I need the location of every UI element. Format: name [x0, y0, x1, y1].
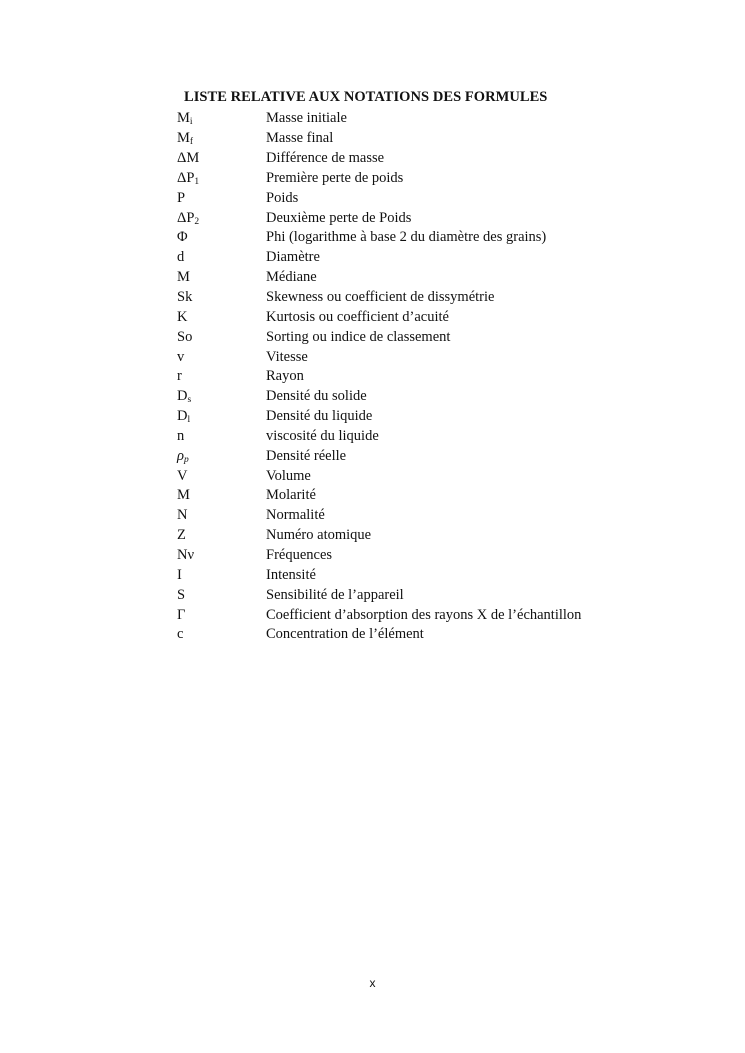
notation-symbol — [177, 567, 266, 584]
notation-symbol-main: n — [177, 427, 185, 444]
notation-row — [177, 248, 657, 268]
notation-symbol-main: Φ — [177, 229, 188, 246]
notation-description: Skewness ou coefficient de dissymétrie — [266, 289, 495, 306]
notation-row — [177, 307, 657, 327]
notation-description: Normalité — [266, 507, 325, 524]
notation-symbol — [177, 626, 266, 643]
notation-symbol — [177, 329, 266, 346]
notation-symbol — [177, 150, 266, 167]
notation-symbol-main: ΔP — [177, 169, 195, 186]
notation-symbol-main: d — [177, 249, 185, 266]
notation-symbol — [177, 249, 266, 266]
page-title: LISTE RELATIVE AUX NOTATIONS DES FORMULES — [184, 89, 548, 105]
notation-symbol-subscript: 1 — [194, 176, 200, 187]
notation-description: Fréquences — [266, 546, 333, 563]
notation-description: Vitesse — [266, 348, 308, 365]
notation-description: Concentration de l’élément — [266, 626, 424, 643]
notation-symbol — [177, 607, 266, 624]
notation-description: Diamètre — [266, 249, 320, 266]
notation-row — [177, 149, 657, 169]
notation-symbol — [177, 170, 266, 187]
notation-symbol-main: So — [177, 328, 193, 345]
notation-symbol-main: Nν — [177, 546, 195, 563]
notation-symbol — [177, 190, 266, 207]
notation-symbol — [177, 468, 266, 485]
notation-row — [177, 407, 657, 427]
notation-symbol-subscript: p — [183, 454, 189, 465]
notation-description: Kurtosis ou coefficient d’acuité — [266, 308, 449, 325]
notation-symbol — [177, 527, 266, 544]
notation-symbol-main: D — [177, 388, 188, 405]
notation-symbol — [177, 349, 266, 366]
notation-symbol — [177, 388, 266, 405]
notation-description: Masse final — [266, 130, 334, 147]
notation-symbol-main: D — [177, 408, 188, 425]
notation-description: Médiane — [266, 269, 317, 286]
notation-description: Numéro atomique — [266, 527, 372, 544]
notation-symbol — [177, 408, 266, 425]
notation-description: Densité du solide — [266, 388, 367, 405]
notation-symbol — [177, 229, 266, 246]
notation-description: Sensibilité de l’appareil — [266, 586, 404, 603]
notation-symbol-main: Γ — [177, 606, 186, 623]
notation-row — [177, 565, 657, 585]
notation-row — [177, 109, 657, 129]
notation-row — [177, 605, 657, 625]
notation-row — [177, 486, 657, 506]
notation-symbol-main: S — [177, 586, 186, 603]
notation-symbol-main: r — [177, 368, 182, 385]
notation-description: Molarité — [266, 487, 316, 504]
notation-row — [177, 347, 657, 367]
notation-description: Volume — [266, 467, 311, 484]
notation-description: Sorting ou indice de classement — [266, 328, 451, 345]
notation-symbol — [177, 130, 266, 147]
notation-row — [177, 327, 657, 347]
notation-symbol — [177, 210, 266, 227]
notation-description: Deuxième perte de Poids — [266, 209, 412, 226]
notation-symbol — [177, 487, 266, 504]
notation-row — [177, 169, 657, 189]
notation-description: Rayon — [266, 368, 304, 385]
notation-row — [177, 427, 657, 447]
notation-symbol — [177, 507, 266, 524]
notation-row — [177, 585, 657, 605]
notation-symbol — [177, 110, 266, 127]
notation-description: Phi (logarithme à base 2 du diamètre des grains) — [266, 229, 547, 246]
notation-description: Masse initiale — [266, 110, 347, 127]
page-number: x — [369, 976, 376, 990]
notation-row — [177, 367, 657, 387]
notation-row — [177, 387, 657, 407]
notation-description: Coefficient d’absorption des rayons X de l’échantillon — [266, 606, 582, 623]
notation-symbol-main: M — [177, 269, 190, 286]
notation-description: Densité du liquide — [266, 408, 373, 425]
notation-symbol-main: M — [177, 487, 190, 504]
notation-row — [177, 546, 657, 566]
notation-symbol-main: P — [177, 189, 186, 206]
notation-description: Différence de masse — [266, 150, 385, 167]
notation-description: Intensité — [266, 566, 316, 583]
notation-row — [177, 625, 657, 645]
notation-description: Poids — [266, 189, 299, 206]
notation-row — [177, 466, 657, 486]
notation-description: Première perte de poids — [266, 169, 404, 186]
notation-row — [177, 288, 657, 308]
notation-row — [177, 228, 657, 248]
notation-symbol-subscript: l — [187, 415, 191, 426]
notation-symbol-subscript: f — [189, 137, 194, 148]
notation-row — [177, 129, 657, 149]
notation-symbol — [177, 368, 266, 385]
notation-symbol — [177, 547, 266, 564]
notation-description: viscosité du liquide — [266, 427, 379, 444]
notation-symbol-main: M — [177, 110, 190, 127]
notation-list — [177, 109, 657, 645]
notation-symbol — [177, 448, 266, 465]
notation-symbol-main: M — [177, 130, 190, 147]
notation-symbol-main: ΔP — [177, 209, 195, 226]
notation-symbol-main: V — [177, 467, 188, 484]
notation-symbol-main: v — [177, 348, 185, 365]
notation-symbol-main: c — [177, 626, 184, 643]
notation-symbol-main: K — [177, 308, 188, 325]
notation-symbol-main: Z — [177, 527, 186, 544]
notation-symbol — [177, 587, 266, 604]
notation-symbol — [177, 309, 266, 326]
notation-symbol-main: ρ — [177, 447, 184, 464]
notation-symbol-subscript: 2 — [194, 216, 200, 227]
notation-symbol — [177, 269, 266, 286]
notation-symbol-main: Sk — [177, 289, 193, 306]
notation-symbol-subscript: s — [187, 395, 192, 406]
notation-symbol — [177, 289, 266, 306]
notation-symbol-subscript: i — [189, 117, 193, 128]
notation-description: Densité réelle — [266, 447, 347, 464]
notation-row — [177, 268, 657, 288]
notation-symbol-main: ΔM — [177, 150, 200, 167]
notation-symbol-main: N — [177, 507, 188, 524]
notation-row — [177, 188, 657, 208]
notation-symbol — [177, 428, 266, 445]
notation-row — [177, 506, 657, 526]
notation-symbol-main: I — [177, 566, 182, 583]
notation-row — [177, 526, 657, 546]
notation-row — [177, 208, 657, 228]
notation-row — [177, 446, 657, 466]
